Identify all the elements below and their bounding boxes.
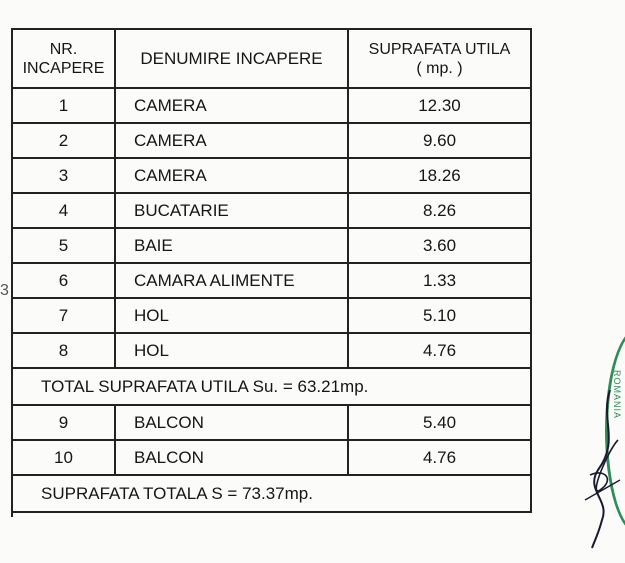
room-name: CAMERA: [115, 123, 348, 158]
table-row: [12, 263, 531, 298]
left-edge-mark: 3: [0, 282, 9, 299]
table-total-row: [12, 475, 531, 512]
room-area: 5.40: [348, 405, 531, 440]
table-row: [12, 123, 531, 158]
table-header-row: [12, 29, 531, 88]
total-usable-area: TOTAL SUPRAFATA UTILA Su. = 63.21mp.: [12, 368, 531, 405]
room-number: 2: [12, 123, 115, 158]
room-name: BALCON: [115, 440, 348, 475]
room-area: 1.33: [348, 263, 531, 298]
table-total-row: [12, 368, 531, 405]
room-number: 4: [12, 193, 115, 228]
room-area: 5.10: [348, 298, 531, 333]
table-row: [12, 298, 531, 333]
room-area: 3.60: [348, 228, 531, 263]
room-area-table: [11, 28, 532, 513]
room-number: 6: [12, 263, 115, 298]
table-row: [12, 405, 531, 440]
room-name: CAMARA ALIMENTE: [115, 263, 348, 298]
table-row: [12, 440, 531, 475]
room-name: HOL: [115, 333, 348, 368]
header-usable-area: SUPRAFATA UTILA ( mp. ): [348, 29, 531, 88]
room-number: 10: [12, 440, 115, 475]
room-number: 5: [12, 228, 115, 263]
room-name: HOL: [115, 298, 348, 333]
room-name: BAIE: [115, 228, 348, 263]
room-number: 9: [12, 405, 115, 440]
table-row: [12, 333, 531, 368]
stamp-text: ROMANIA: [612, 370, 622, 420]
room-number: 8: [12, 333, 115, 368]
header-room-name: DENUMIRE INCAPERE: [115, 29, 348, 88]
room-area: 8.26: [348, 193, 531, 228]
room-area: 4.76: [348, 440, 531, 475]
table-row: [12, 88, 531, 123]
room-name: BALCON: [115, 405, 348, 440]
room-name: CAMERA: [115, 158, 348, 193]
room-area: 12.30: [348, 88, 531, 123]
room-number: 1: [12, 88, 115, 123]
room-number: 3: [12, 158, 115, 193]
room-name: CAMERA: [115, 88, 348, 123]
table-row: [12, 158, 531, 193]
header-room-number: NR. INCAPERE: [12, 29, 115, 88]
room-area: 4.76: [348, 333, 531, 368]
total-overall-area: SUPRAFATA TOTALA S = 73.37mp.: [12, 475, 531, 512]
table-row: [12, 228, 531, 263]
room-area: 18.26: [348, 158, 531, 193]
room-area: 9.60: [348, 123, 531, 158]
room-name: BUCATARIE: [115, 193, 348, 228]
room-number: 7: [12, 298, 115, 333]
table-row: [12, 193, 531, 228]
signature-icon: [580, 380, 625, 550]
